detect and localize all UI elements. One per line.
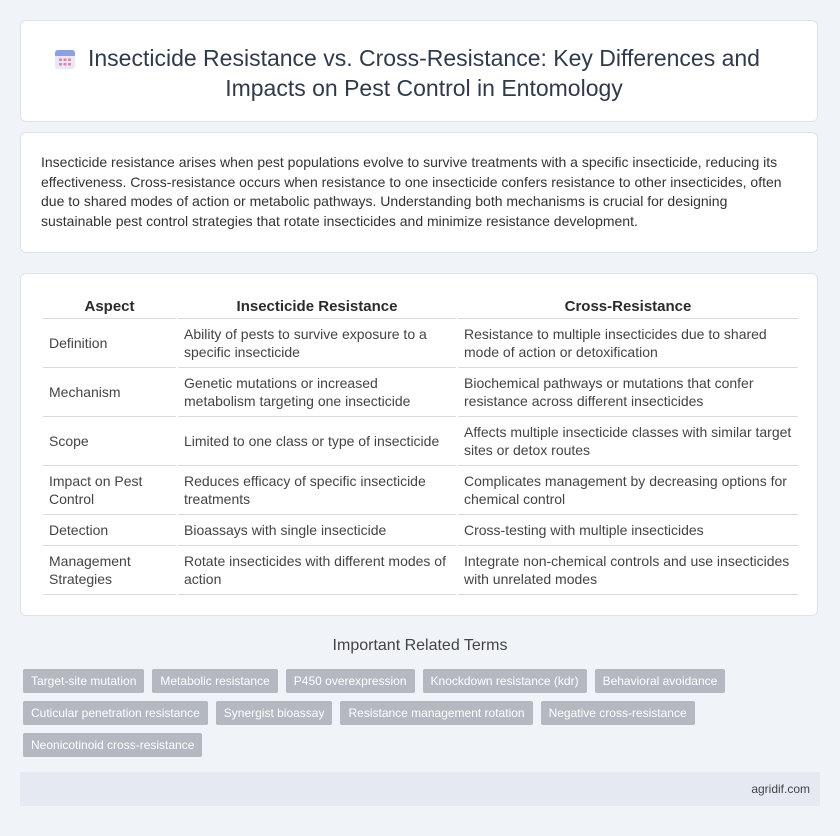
row-insecticide-resistance: Rotate insecticides with different modes of action xyxy=(177,546,457,595)
row-cross-resistance: Integrate non-chemical controls and use insecticides with unrelated modes xyxy=(457,546,798,595)
related-terms-list xyxy=(23,669,743,757)
footer xyxy=(20,772,820,806)
row-aspect: Detection xyxy=(43,515,177,546)
comparison-card xyxy=(20,273,818,616)
footer-site-link[interactable]: agridif.com xyxy=(751,782,810,796)
row-insecticide-resistance: Ability of pests to survive exposure to a specific insecticide xyxy=(177,319,457,368)
term-tag[interactable]: Metabolic resistance xyxy=(152,669,277,693)
row-cross-resistance: Resistance to multiple insecticides due to shared mode of action or detoxification xyxy=(457,319,798,368)
row-insecticide-resistance: Reduces efficacy of specific insecticide treatments xyxy=(177,466,457,515)
intro-card xyxy=(20,132,818,253)
row-aspect: Impact on Pest Control xyxy=(43,466,177,515)
row-cross-resistance: Complicates management by decreasing options for chemical control xyxy=(457,466,798,515)
term-tag[interactable]: Negative cross-resistance xyxy=(541,701,695,725)
related-terms-heading: Important Related Terms xyxy=(332,637,508,654)
header-aspect: Aspect xyxy=(43,294,177,319)
table-row xyxy=(43,368,798,417)
table-row xyxy=(43,319,798,368)
term-tag[interactable]: Target-site mutation xyxy=(23,669,144,693)
row-aspect: Management Strategies xyxy=(43,546,177,595)
table-row xyxy=(43,417,798,466)
table-header-row xyxy=(43,294,798,319)
table-row xyxy=(43,515,798,546)
term-tag[interactable]: P450 overexpression xyxy=(286,669,415,693)
term-tag[interactable]: Knockdown resistance (kdr) xyxy=(423,669,587,693)
table-row xyxy=(43,546,798,595)
term-tag[interactable]: Resistance management rotation xyxy=(340,701,532,725)
term-tag[interactable]: Synergist bioassay xyxy=(216,701,333,725)
page-title: Insecticide Resistance vs. Cross-Resistance: Key Differences and Impacts on Pest Control in Entomology xyxy=(88,45,760,101)
title-card xyxy=(20,20,818,122)
row-insecticide-resistance: Limited to one class or type of insecticide xyxy=(177,417,457,466)
row-aspect: Mechanism xyxy=(43,368,177,417)
row-insecticide-resistance: Genetic mutations or increased metabolism targeting one insecticide xyxy=(177,368,457,417)
intro-paragraph: Insecticide resistance arises when pest populations evolve to survive treatments with a specific insecticide, reducing its effectiveness. Cross-resistance occurs when resistance to one insecticide confers resistance to other insecticides, often due to shared modes of action or metabolic pathways. Understanding both mechanisms is crucial for designing sustainable pest control strategies that rotate insecticides and minimize resistance development. xyxy=(41,154,782,229)
row-insecticide-resistance: Bioassays with single insecticide xyxy=(177,515,457,546)
row-cross-resistance: Cross-testing with multiple insecticides xyxy=(457,515,798,546)
row-cross-resistance: Biochemical pathways or mutations that confer resistance across different insecticides xyxy=(457,368,798,417)
row-aspect: Definition xyxy=(43,319,177,368)
header-insecticide-resistance: Insecticide Resistance xyxy=(177,294,457,319)
term-tag[interactable]: Behavioral avoidance xyxy=(595,669,726,693)
term-tag[interactable]: Neonicotinoid cross-resistance xyxy=(23,733,202,757)
term-tag[interactable]: Cuticular penetration resistance xyxy=(23,701,208,725)
comparison-table xyxy=(43,294,798,595)
row-cross-resistance: Affects multiple insecticide classes with similar target sites or detox routes xyxy=(457,417,798,466)
table-row xyxy=(43,466,798,515)
header-cross-resistance: Cross-Resistance xyxy=(457,294,798,319)
row-aspect: Scope xyxy=(43,417,177,466)
